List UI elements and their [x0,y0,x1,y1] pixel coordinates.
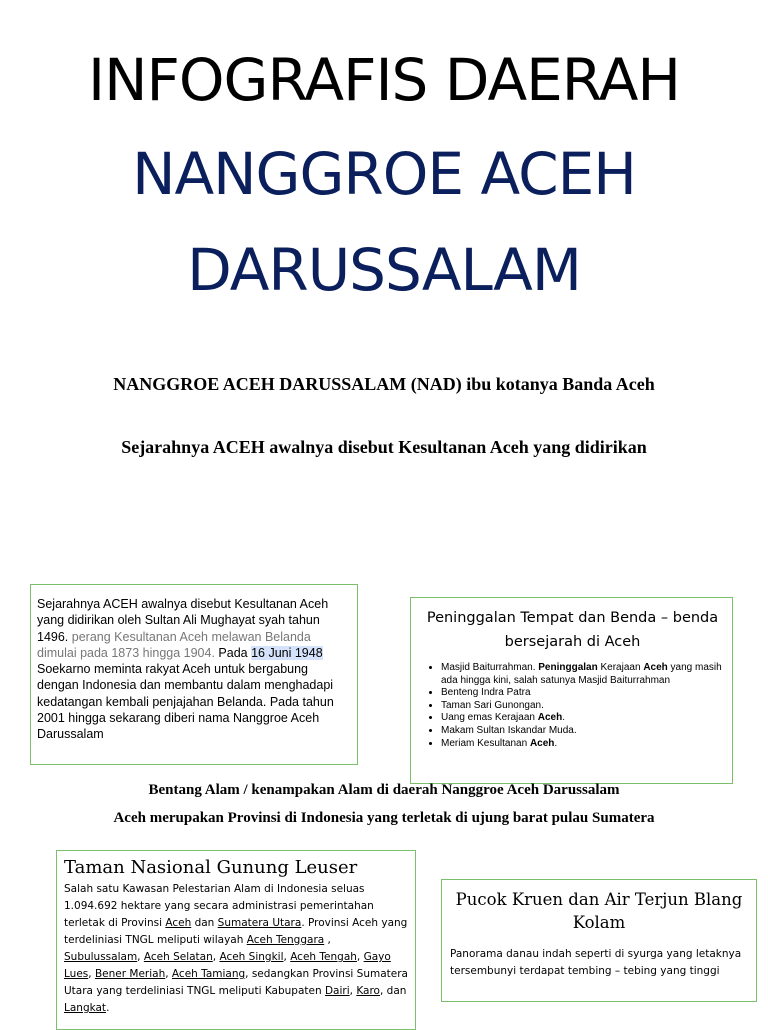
list-item: • Uang emas Kerajaan Aceh. [441,712,726,725]
link-aceh-singkil[interactable]: Aceh Singkil [219,951,284,963]
list-item: • Taman Sari Gunongan. [441,700,726,713]
link-aceh-tengah[interactable]: Aceh Tengah [290,951,357,963]
region-title-line-1: NANGGROE ACEH [132,140,636,208]
history-text-part: Pada [218,645,252,660]
link-bener-meriah[interactable]: Bener Meriah [94,968,166,980]
history-statement: Sejarahnya ACEH awalnya disebut Kesultanan Aceh yang didirikan [121,437,647,457]
link-dairi[interactable]: Dairi [324,985,350,997]
waterfall-title: Pucok Kruen dan Air Terjun Blang Kolam [455,890,743,932]
history-text-part: Sejarahnya ACEH awalnya disebut Kesultanan Aceh yang didirikan oleh Sultan Ali Mughayat syah tahun 1496. [37,597,329,644]
list-item: • Meriam Kesultanan Aceh. [441,738,726,751]
heritage-list [419,662,726,750]
landscape-heading: Bentang Alam / kenampakan Alam di daerah Nanggroe Aceh Darussalam [148,782,620,798]
history-text-grey: perang Kesultanan Aceh melawan Belanda dimulai pada 1873 hingga 1904. [37,629,311,660]
history-text-part: Soekarno meminta rakyat Aceh untuk bergabung dengan Indonesia dan membantu dalam menghadapi kedatangan kembali penjajahan Belanda. Pada tahun 2001 hingga sekarang diberi nama Nanggroe Aceh Darussalam [37,662,334,742]
page-title: INFOGRAFIS DAERAH [88,46,680,114]
highlighted-date: 16 Juni 1948 [251,645,323,660]
link-subulussalam[interactable]: Subulussalam [64,951,138,963]
national-park-title: Taman Nasional Gunung Leuser [64,857,358,878]
history-box [30,584,358,765]
link-sumatera-utara[interactable]: Sumatera Utara [217,917,302,929]
waterfall-text: Panorama danau indah seperti di syurga yang letaknya tersembunyi terdapat tembing – tebing yang tinggi [450,948,742,977]
link-karo[interactable]: Karo [356,985,380,997]
list-item: • Makam Sultan Iskandar Muda. [441,725,726,738]
link-langkat[interactable]: Langkat [64,1002,107,1014]
list-item: • Benteng Indra Patra [441,687,726,700]
link-aceh[interactable]: Aceh [165,917,192,929]
link-aceh-tamiang[interactable]: Aceh Tamiang [171,968,246,980]
link-gayo-lues[interactable]: Gayo Lues [64,951,391,980]
national-park-box [56,850,416,1030]
region-title-line-2: DARUSSALAM [187,236,581,304]
capital-statement: NANGGROE ACEH DARUSSALAM (NAD) ibu kotanya Banda Aceh [113,374,655,394]
location-statement: Aceh merupakan Provinsi di Indonesia yang terletak di ujung barat pulau Sumatera [113,810,655,826]
link-aceh-tenggara[interactable]: Aceh Tenggara [246,934,325,946]
waterfall-box [441,879,757,1002]
national-park-text: Salah satu Kawasan Pelestarian Alam di Indonesia seluas 1.094.692 hektare yang secara administrasi pemerintahan terletak di Provinsi Aceh dan Sumatera Utara. Provinsi Aceh yang terdeliniasi TNGL meliputi wilayah Aceh Tenggara , Subulussalam, Aceh Selatan, Aceh Singkil, Aceh Tengah, Gayo Lues, Bener Meriah, Aceh Tamiang, sedangkan Provinsi Sumatera Utara yang terdeliniasi TNGL meliputi Kabupaten Dairi, Karo, dan Langkat. [64,883,408,1014]
link-aceh-selatan[interactable]: Aceh Selatan [143,951,213,963]
history-text [37,596,351,743]
list-item: • Masjid Baiturrahman. Peninggalan Kerajaan Aceh yang masih ada hingga kini, salah satunya Masjid Baiturrahman [441,662,726,687]
heritage-heading: Peninggalan Tempat dan Benda – benda bersejarah di Aceh [426,610,719,650]
heritage-box [410,597,733,784]
